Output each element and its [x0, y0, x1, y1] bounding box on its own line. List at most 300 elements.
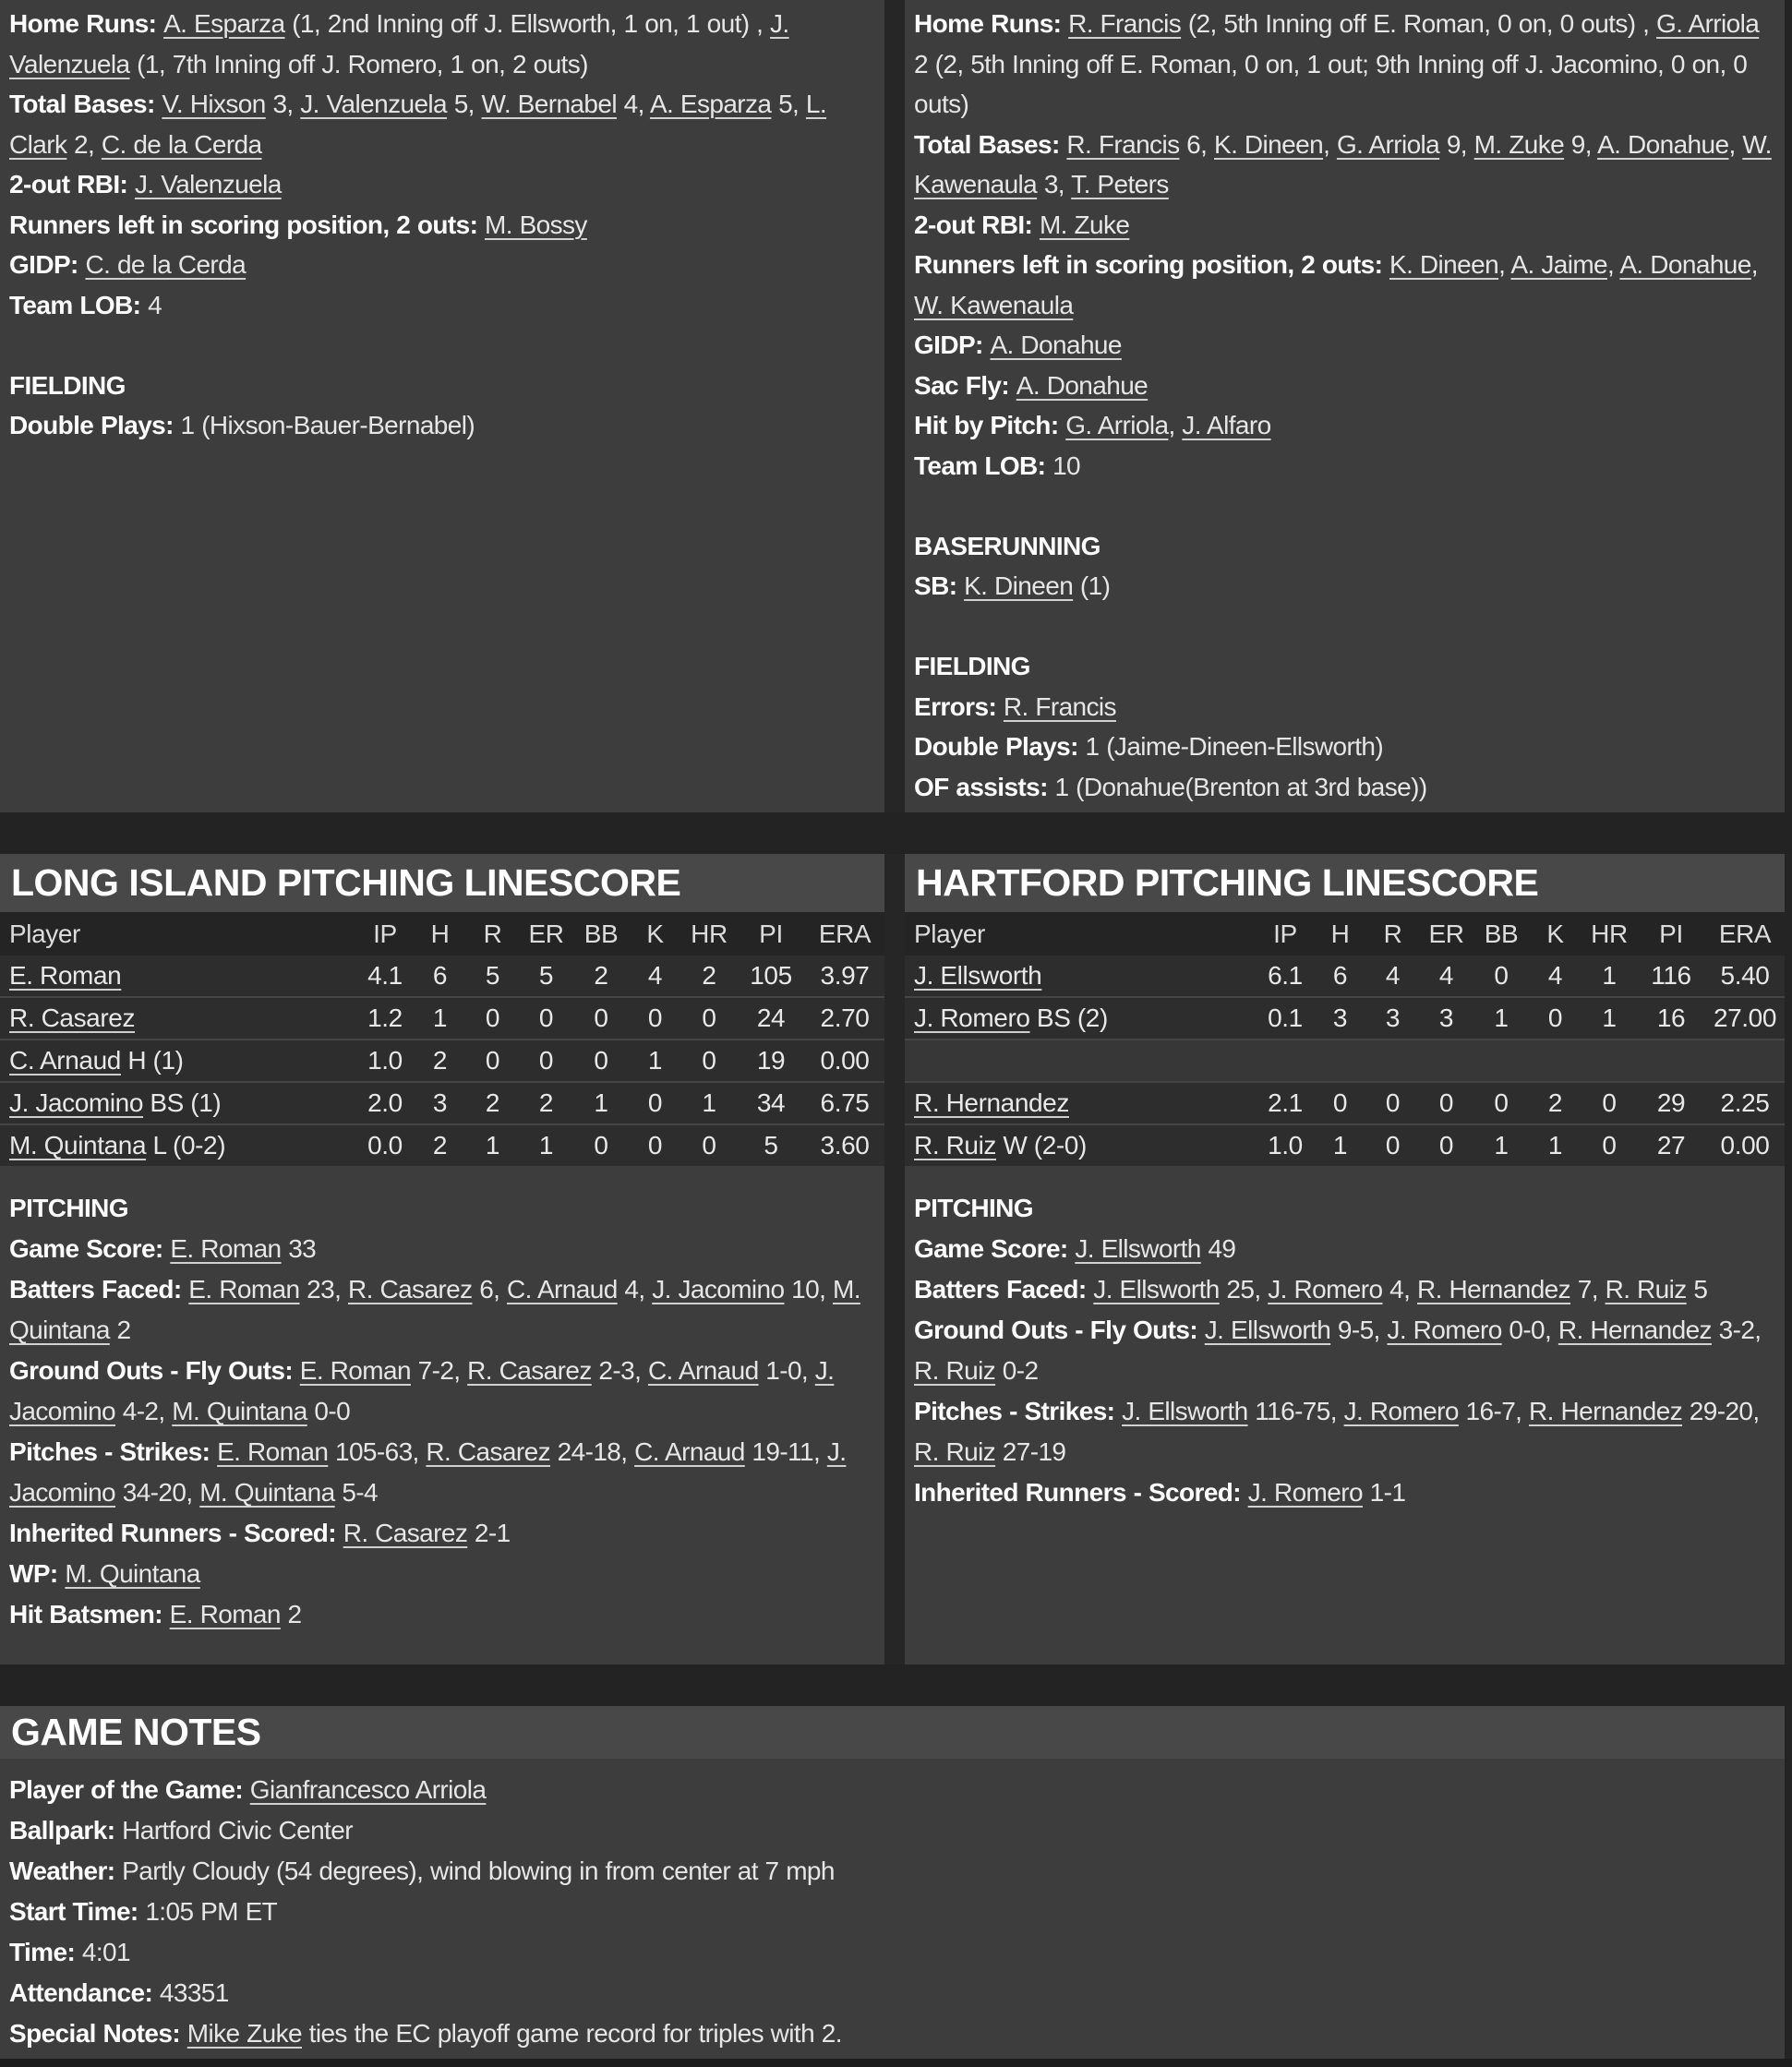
player-link[interactable]: R. Ruiz: [1605, 1275, 1687, 1304]
stat-label: Hit Batsmen:: [9, 1600, 170, 1628]
player-link[interactable]: R. Casarez: [9, 1003, 136, 1032]
stat-text: Partly Cloudy (54 degrees), wind blowing in from center at 7 mph: [122, 1857, 835, 1885]
stat-label: Attendance:: [9, 1978, 160, 2007]
stat-text: 105-63,: [328, 1437, 427, 1466]
player-link[interactable]: R. Francis: [1003, 691, 1116, 721]
stat-line: [9, 1513, 873, 1554]
player-link[interactable]: M. Quintana: [9, 1131, 147, 1160]
stat-text: ,: [1728, 129, 1743, 159]
player-link[interactable]: Mike Zuke: [186, 2019, 302, 2048]
stat-label: BASERUNNING: [914, 531, 1100, 560]
stat-value: 3.60: [820, 1131, 870, 1160]
player-link[interactable]: R. Hernandez: [1529, 1397, 1683, 1425]
player-link[interactable]: J. Romero: [914, 1003, 1030, 1032]
player-link[interactable]: J. Valenzuela: [9, 9, 789, 78]
player-link[interactable]: J. Jacomino: [9, 1088, 143, 1117]
stat-text: 0-2: [995, 1356, 1039, 1385]
stat-value: 29: [1656, 1088, 1686, 1117]
stat-line: [914, 1269, 1774, 1310]
stat-text: 9,: [1564, 129, 1598, 159]
stat-text: ,: [1323, 129, 1337, 159]
stat-value: 1.2: [367, 1003, 403, 1032]
stat-label: 2-out RBI:: [914, 210, 1040, 239]
player-cell: [905, 1003, 1257, 1033]
stat-line: [914, 366, 1774, 406]
player-link[interactable]: J. Ellsworth: [1093, 1275, 1220, 1304]
stat-value: 4.1: [367, 961, 403, 990]
stat-line: [914, 245, 1774, 325]
stat-text: 10,: [784, 1275, 833, 1304]
stat-value: 5: [538, 961, 554, 990]
stat-label: Pitches - Strikes:: [9, 1437, 218, 1466]
stat-label: Team LOB:: [9, 290, 149, 319]
stat-text: 2-1: [467, 1519, 511, 1547]
stat-value: 2.0: [367, 1088, 403, 1117]
player-link[interactable]: M. Quintana: [199, 1478, 335, 1507]
player-cell: [0, 1003, 356, 1033]
player-link[interactable]: G. Arriola: [1656, 9, 1760, 38]
stat-label: Player of the Game:: [9, 1775, 250, 1804]
stat-line: [9, 245, 873, 285]
player-cell: [0, 1088, 356, 1118]
player-link[interactable]: E. Roman: [170, 1234, 282, 1263]
player-link[interactable]: J. Valenzuela: [300, 90, 448, 118]
stat-text: ties the EC playoff game record for triples with 2.: [301, 2019, 842, 2048]
player-link[interactable]: R. Francis: [1066, 129, 1180, 159]
home-batting-notes-panel: [905, 0, 1785, 812]
stat-text: 6,: [472, 1275, 508, 1304]
stat-line: [914, 646, 1774, 687]
stat-label: Sac Fly:: [914, 370, 1016, 400]
stat-text: 6,: [1179, 129, 1214, 159]
table-row: [0, 1039, 884, 1081]
stat-value: 5.40: [1720, 961, 1770, 990]
player-link[interactable]: G. Arriola: [1065, 411, 1169, 439]
table-header: [0, 912, 884, 955]
column-header-r: R: [1383, 919, 1402, 948]
player-link[interactable]: A. Donahue: [1597, 129, 1729, 159]
player-link[interactable]: C. Arnaud: [647, 1356, 759, 1385]
player-link[interactable]: A. Jaime: [1510, 250, 1608, 279]
stat-value: 0: [702, 1046, 716, 1075]
stat-line: [9, 1810, 1774, 1851]
player-link[interactable]: E. Roman: [9, 961, 122, 990]
stat-text: 34-20,: [115, 1478, 200, 1507]
stat-value: 24: [756, 1003, 786, 1032]
spacer-line: [914, 486, 1774, 526]
column-header-era: ERA: [818, 919, 872, 948]
stat-value: 2: [594, 961, 608, 990]
player-link[interactable]: M. Zuke: [1039, 210, 1130, 239]
stat-value: 1: [1602, 961, 1617, 990]
stat-line: [914, 767, 1774, 808]
player-link[interactable]: A. Donahue: [1016, 370, 1149, 400]
player-link[interactable]: E. Roman: [217, 1437, 329, 1466]
stat-text: 24-18,: [549, 1437, 635, 1466]
pitcher-decision: BS (1): [143, 1088, 222, 1117]
stat-value: 2.1: [1268, 1088, 1303, 1117]
stat-text: 33: [281, 1234, 317, 1263]
player-link[interactable]: M. Bossy: [485, 210, 587, 239]
player-link[interactable]: T. Peters: [1071, 170, 1169, 198]
stat-label: FIELDING: [9, 370, 126, 400]
stat-label: Runners left in scoring position, 2 outs:: [9, 210, 485, 239]
stat-text: 2 (2, 5th Inning off E. Roman, 0 on, 1 out; 9th Inning off J. Jacomino, 0 on, 0 outs): [914, 49, 1748, 118]
stat-value: 2.25: [1720, 1088, 1770, 1117]
stat-line: [914, 125, 1774, 205]
stat-value: 1: [702, 1088, 716, 1117]
stat-line: [914, 1310, 1774, 1391]
stat-value: 2: [432, 1046, 448, 1075]
column-header-er: ER: [528, 919, 564, 948]
player-link[interactable]: E. Roman: [299, 1356, 411, 1385]
stat-label: SB:: [914, 571, 965, 600]
stat-text: 3,: [1037, 170, 1072, 198]
column-header-bb: BB: [583, 919, 619, 948]
player-link[interactable]: A. Donahue: [1619, 250, 1751, 279]
stat-value: 1.0: [1268, 1131, 1303, 1160]
table-row: [0, 1124, 884, 1166]
player-cell: [905, 1088, 1257, 1118]
stat-text: 23,: [299, 1275, 348, 1304]
stat-text: Hartford Civic Center: [122, 1816, 353, 1845]
stat-value: 6: [1332, 961, 1348, 990]
stat-text: 43351: [159, 1978, 229, 2007]
stat-text: 3,: [265, 90, 301, 118]
stat-line: [9, 4, 873, 84]
player-link[interactable]: R. Hernandez: [1557, 1316, 1712, 1344]
stat-line: [914, 405, 1774, 446]
player-link[interactable]: C. de la Cerda: [101, 129, 262, 159]
stat-value: 0: [1385, 1088, 1401, 1117]
player-link[interactable]: R. Ruiz: [914, 1437, 996, 1466]
player-link[interactable]: W. Kawenaula: [914, 129, 1772, 198]
stat-label: Double Plays:: [914, 732, 1086, 761]
stat-line: [9, 1892, 1774, 1932]
stat-text: 5,: [771, 90, 806, 118]
stat-label: Game Score:: [9, 1234, 171, 1263]
player-link[interactable]: M. Quintana: [9, 1275, 860, 1344]
stat-text: 4,: [1382, 1275, 1417, 1304]
stat-text: 4:01: [81, 1938, 130, 1966]
stat-value: 0: [1547, 1003, 1563, 1032]
section-gap: [0, 812, 1792, 854]
player-link[interactable]: E. Roman: [188, 1275, 300, 1304]
player-link[interactable]: C. Arnaud: [9, 1046, 121, 1075]
stat-text: 2-3,: [591, 1356, 648, 1385]
stat-text: 5: [1686, 1275, 1708, 1304]
stat-value: 6.75: [820, 1088, 870, 1117]
home-pitching-table-body: [905, 955, 1785, 1166]
player-link[interactable]: J. Jacomino: [9, 1356, 835, 1425]
player-link[interactable]: K. Dineen: [1389, 250, 1499, 279]
player-link[interactable]: Gianfrancesco Arriola: [249, 1775, 487, 1804]
stat-value: 6.1: [1268, 961, 1303, 990]
stat-value: 3: [1385, 1003, 1401, 1032]
bottom-edge: [0, 2059, 1792, 2067]
stat-line: [914, 526, 1774, 567]
stat-text: 9,: [1439, 129, 1474, 159]
stat-value: 1: [538, 1131, 554, 1160]
stat-text: 1-1: [1362, 1478, 1406, 1507]
stat-text: 1 (Jaime-Dineen-Ellsworth): [1085, 732, 1384, 761]
stat-value: 0: [1494, 961, 1509, 990]
stat-line: [9, 405, 873, 446]
stat-value: 1: [432, 1003, 448, 1032]
stat-value: 0: [1602, 1131, 1617, 1160]
stat-text: 1:05 PM ET: [145, 1897, 278, 1926]
player-link[interactable]: J. Ellsworth: [914, 961, 1042, 990]
player-link[interactable]: M. Zuke: [1473, 129, 1565, 159]
stat-value: 0: [538, 1003, 554, 1032]
stat-value: 1: [1494, 1131, 1509, 1160]
stat-value: 0: [1438, 1131, 1454, 1160]
player-link[interactable]: R. Ruiz: [914, 1356, 996, 1385]
table-row: [905, 955, 1785, 996]
stat-value: 1: [1332, 1131, 1348, 1160]
column-header-player: Player: [9, 919, 80, 948]
stat-text: 4,: [617, 1275, 653, 1304]
player-link[interactable]: R. Casarez: [467, 1356, 592, 1385]
stat-text: 0-0,: [1501, 1316, 1558, 1344]
stat-value: 0.00: [820, 1046, 870, 1075]
table-row: [905, 996, 1785, 1039]
stat-text: 3-2,: [1711, 1316, 1762, 1344]
stat-text: 2,: [66, 129, 102, 159]
stat-label: FIELDING: [914, 652, 1030, 680]
home-pitching-notes: [905, 1166, 1785, 1513]
stat-value: 2: [432, 1131, 448, 1160]
player-link[interactable]: M. Quintana: [65, 1559, 200, 1588]
stat-value: 0: [485, 1003, 500, 1032]
player-link[interactable]: R. Hernandez: [914, 1088, 1069, 1117]
stat-label: Batters Faced:: [9, 1275, 189, 1304]
stat-line: [9, 285, 873, 326]
player-link[interactable]: V. Hixson: [162, 90, 266, 118]
spacer-line: [9, 325, 873, 366]
player-link[interactable]: A. Esparza: [163, 9, 285, 38]
player-link[interactable]: R. Ruiz: [914, 1131, 996, 1160]
stat-value: 27.00: [1713, 1003, 1777, 1032]
player-link[interactable]: W. Bernabel: [481, 90, 617, 118]
column-header-k: K: [646, 919, 664, 948]
stat-label: Inherited Runners - Scored:: [914, 1478, 1248, 1507]
stat-label: Errors:: [914, 691, 1004, 721]
stat-line: [914, 566, 1774, 607]
column-header-ip: IP: [1273, 919, 1297, 948]
stat-text: 16-7,: [1458, 1397, 1530, 1425]
stat-label: Game Score:: [914, 1234, 1076, 1263]
away-pitching-title: LONG ISLAND PITCHING LINESCORE: [0, 854, 884, 912]
player-cell: [0, 1131, 356, 1160]
stat-value: 4: [647, 961, 663, 990]
stat-label: Batters Faced:: [914, 1275, 1094, 1304]
stat-line: [9, 366, 873, 406]
stat-value: 2: [485, 1088, 500, 1117]
player-link[interactable]: J. Jacomino: [9, 1437, 847, 1507]
stat-label: Start Time:: [9, 1897, 146, 1926]
stat-label: PITCHING: [914, 1194, 1033, 1222]
column-header-player: Player: [914, 919, 985, 948]
stat-label: Team LOB:: [914, 451, 1053, 480]
player-link[interactable]: J. Romero: [1247, 1478, 1363, 1507]
stat-text: 25,: [1219, 1275, 1269, 1304]
stat-label: PITCHING: [9, 1194, 128, 1222]
stat-label: Weather:: [9, 1857, 123, 1885]
stat-value: 4: [1438, 961, 1454, 990]
stat-label: Ballpark:: [9, 1816, 123, 1845]
stat-text: 2: [109, 1316, 131, 1344]
table-row: [0, 996, 884, 1039]
stat-line: [914, 205, 1774, 246]
column-header-era: ERA: [1718, 919, 1772, 948]
stat-text: (1, 7th Inning off J. Romero, 1 on, 2 outs): [129, 49, 588, 78]
player-link[interactable]: J. Romero: [1268, 1275, 1383, 1304]
stat-value: 0: [1332, 1088, 1348, 1117]
player-link[interactable]: K. Dineen: [1214, 129, 1324, 159]
player-link[interactable]: W. Kawenaula: [914, 290, 1074, 319]
player-link[interactable]: R. Casarez: [426, 1437, 550, 1466]
stat-value: 0: [594, 1046, 608, 1075]
stat-text: (2, 5th Inning off E. Roman, 0 on, 0 outs) ,: [1181, 9, 1657, 38]
column-header-bb: BB: [1484, 919, 1519, 948]
player-link[interactable]: E. Roman: [169, 1600, 281, 1628]
player-link[interactable]: M. Quintana: [172, 1397, 307, 1425]
player-cell: [905, 1131, 1257, 1160]
game-notes-title: GAME NOTES: [0, 1706, 1785, 1759]
stat-value: 3.97: [820, 961, 870, 990]
stat-label: Total Bases:: [9, 90, 162, 118]
stat-label: GIDP:: [914, 330, 991, 359]
stat-text: 5,: [447, 90, 482, 118]
stat-value: 0.00: [1720, 1131, 1770, 1160]
pitcher-decision: L (0-2): [146, 1131, 226, 1160]
player-link[interactable]: R. Casarez: [343, 1519, 468, 1547]
stat-text: 9-5,: [1330, 1316, 1388, 1344]
player-link[interactable]: J. Ellsworth: [1204, 1316, 1331, 1344]
player-link[interactable]: J. Alfaro: [1182, 411, 1271, 439]
player-link[interactable]: C. Arnaud: [634, 1437, 745, 1466]
pitcher-decision: W (2-0): [996, 1131, 1087, 1160]
stat-text: 29-20,: [1682, 1397, 1760, 1425]
stat-label: Home Runs:: [914, 9, 1069, 38]
player-link[interactable]: A. Donahue: [990, 330, 1122, 359]
stat-label: Inherited Runners - Scored:: [9, 1519, 343, 1547]
player-link[interactable]: A. Esparza: [649, 90, 772, 118]
stat-line: [914, 4, 1774, 125]
away-pitching-notes: [0, 1166, 884, 1635]
batting-notes-row: [0, 0, 1792, 812]
game-notes-lines: [0, 1759, 1785, 2054]
stat-value: 0: [1602, 1088, 1617, 1117]
column-header-h: H: [1330, 919, 1350, 948]
stat-text: ,: [1750, 250, 1758, 279]
away-pitching-table-body: [0, 955, 884, 1166]
stat-value: 0: [647, 1131, 663, 1160]
stat-line: [9, 2013, 1774, 2054]
player-link[interactable]: L. Clark: [9, 90, 827, 159]
game-notes-row: [0, 1706, 1792, 2059]
column-divider: [884, 0, 905, 812]
stat-line: [9, 1851, 1774, 1892]
stat-value: 1: [594, 1088, 608, 1117]
stat-value: 1: [1494, 1003, 1509, 1032]
stat-label: GIDP:: [9, 250, 86, 279]
table-row: [0, 1081, 884, 1124]
stat-line: [914, 325, 1774, 366]
table-row: [0, 955, 884, 996]
player-link[interactable]: J. Jacomino: [652, 1275, 785, 1304]
player-link[interactable]: K. Dineen: [964, 571, 1074, 600]
stat-line: [914, 1472, 1774, 1513]
stat-label: Home Runs:: [9, 9, 164, 38]
stat-text: 27-19: [995, 1437, 1066, 1466]
stat-label: WP:: [9, 1559, 66, 1588]
player-link[interactable]: J. Valenzuela: [134, 170, 282, 198]
stat-value: 0: [1385, 1131, 1401, 1160]
stat-line: [9, 1770, 1774, 1810]
stat-text: (1, 2nd Inning off J. Ellsworth, 1 on, 1 out) ,: [284, 9, 771, 38]
stat-text: 49: [1200, 1234, 1236, 1263]
stat-value: 1: [485, 1131, 500, 1160]
stat-text: ,: [1168, 411, 1183, 439]
stat-label: Time:: [9, 1938, 82, 1966]
stat-text: 2: [280, 1600, 302, 1628]
player-link[interactable]: R. Francis: [1068, 9, 1182, 38]
stat-value: 5: [764, 1131, 778, 1160]
player-link[interactable]: J. Romero: [1387, 1316, 1502, 1344]
stat-line: [914, 687, 1774, 727]
player-link[interactable]: C. de la Cerda: [85, 250, 247, 279]
player-link[interactable]: G. Arriola: [1336, 129, 1440, 159]
pitching-linescore-row: [0, 854, 1792, 1664]
stat-value: 16: [1656, 1003, 1686, 1032]
stat-line: [9, 1269, 873, 1351]
stat-line: [9, 1554, 873, 1594]
stat-label: Ground Outs - Fly Outs:: [914, 1316, 1205, 1344]
stat-label: Ground Outs - Fly Outs:: [9, 1356, 300, 1385]
stat-value: 5: [485, 961, 500, 990]
game-notes-panel: [0, 1706, 1785, 2059]
stat-value: 1.0: [367, 1046, 403, 1075]
stat-value: 1: [647, 1046, 663, 1075]
spacer-line: [914, 607, 1774, 647]
stat-value: 3: [1332, 1003, 1348, 1032]
stat-value: 0: [1494, 1088, 1509, 1117]
stat-text: 1-0,: [758, 1356, 815, 1385]
player-link[interactable]: R. Hernandez: [1417, 1275, 1571, 1304]
stat-line: [9, 205, 873, 246]
stat-value: 2: [702, 961, 716, 990]
player-link[interactable]: J. Ellsworth: [1122, 1397, 1248, 1425]
stat-value: 1: [1602, 1003, 1617, 1032]
stat-value: 0: [538, 1046, 554, 1075]
stat-line: [914, 1229, 1774, 1269]
table-header: [905, 912, 1785, 955]
stat-line: [914, 727, 1774, 767]
column-header-hr: HR: [1591, 919, 1628, 948]
stat-text: 1 (Donahue(Brenton at 3rd base)): [1054, 772, 1427, 801]
stat-value: 0: [485, 1046, 500, 1075]
table-row-empty: [905, 1039, 1785, 1081]
player-link[interactable]: C. Arnaud: [507, 1275, 618, 1304]
stat-line: [9, 1432, 873, 1513]
player-link[interactable]: J. Ellsworth: [1075, 1234, 1201, 1263]
player-link[interactable]: R. Casarez: [347, 1275, 473, 1304]
column-header-pi: PI: [1659, 919, 1683, 948]
player-link[interactable]: J. Romero: [1343, 1397, 1459, 1425]
stat-text: (1): [1073, 571, 1111, 600]
